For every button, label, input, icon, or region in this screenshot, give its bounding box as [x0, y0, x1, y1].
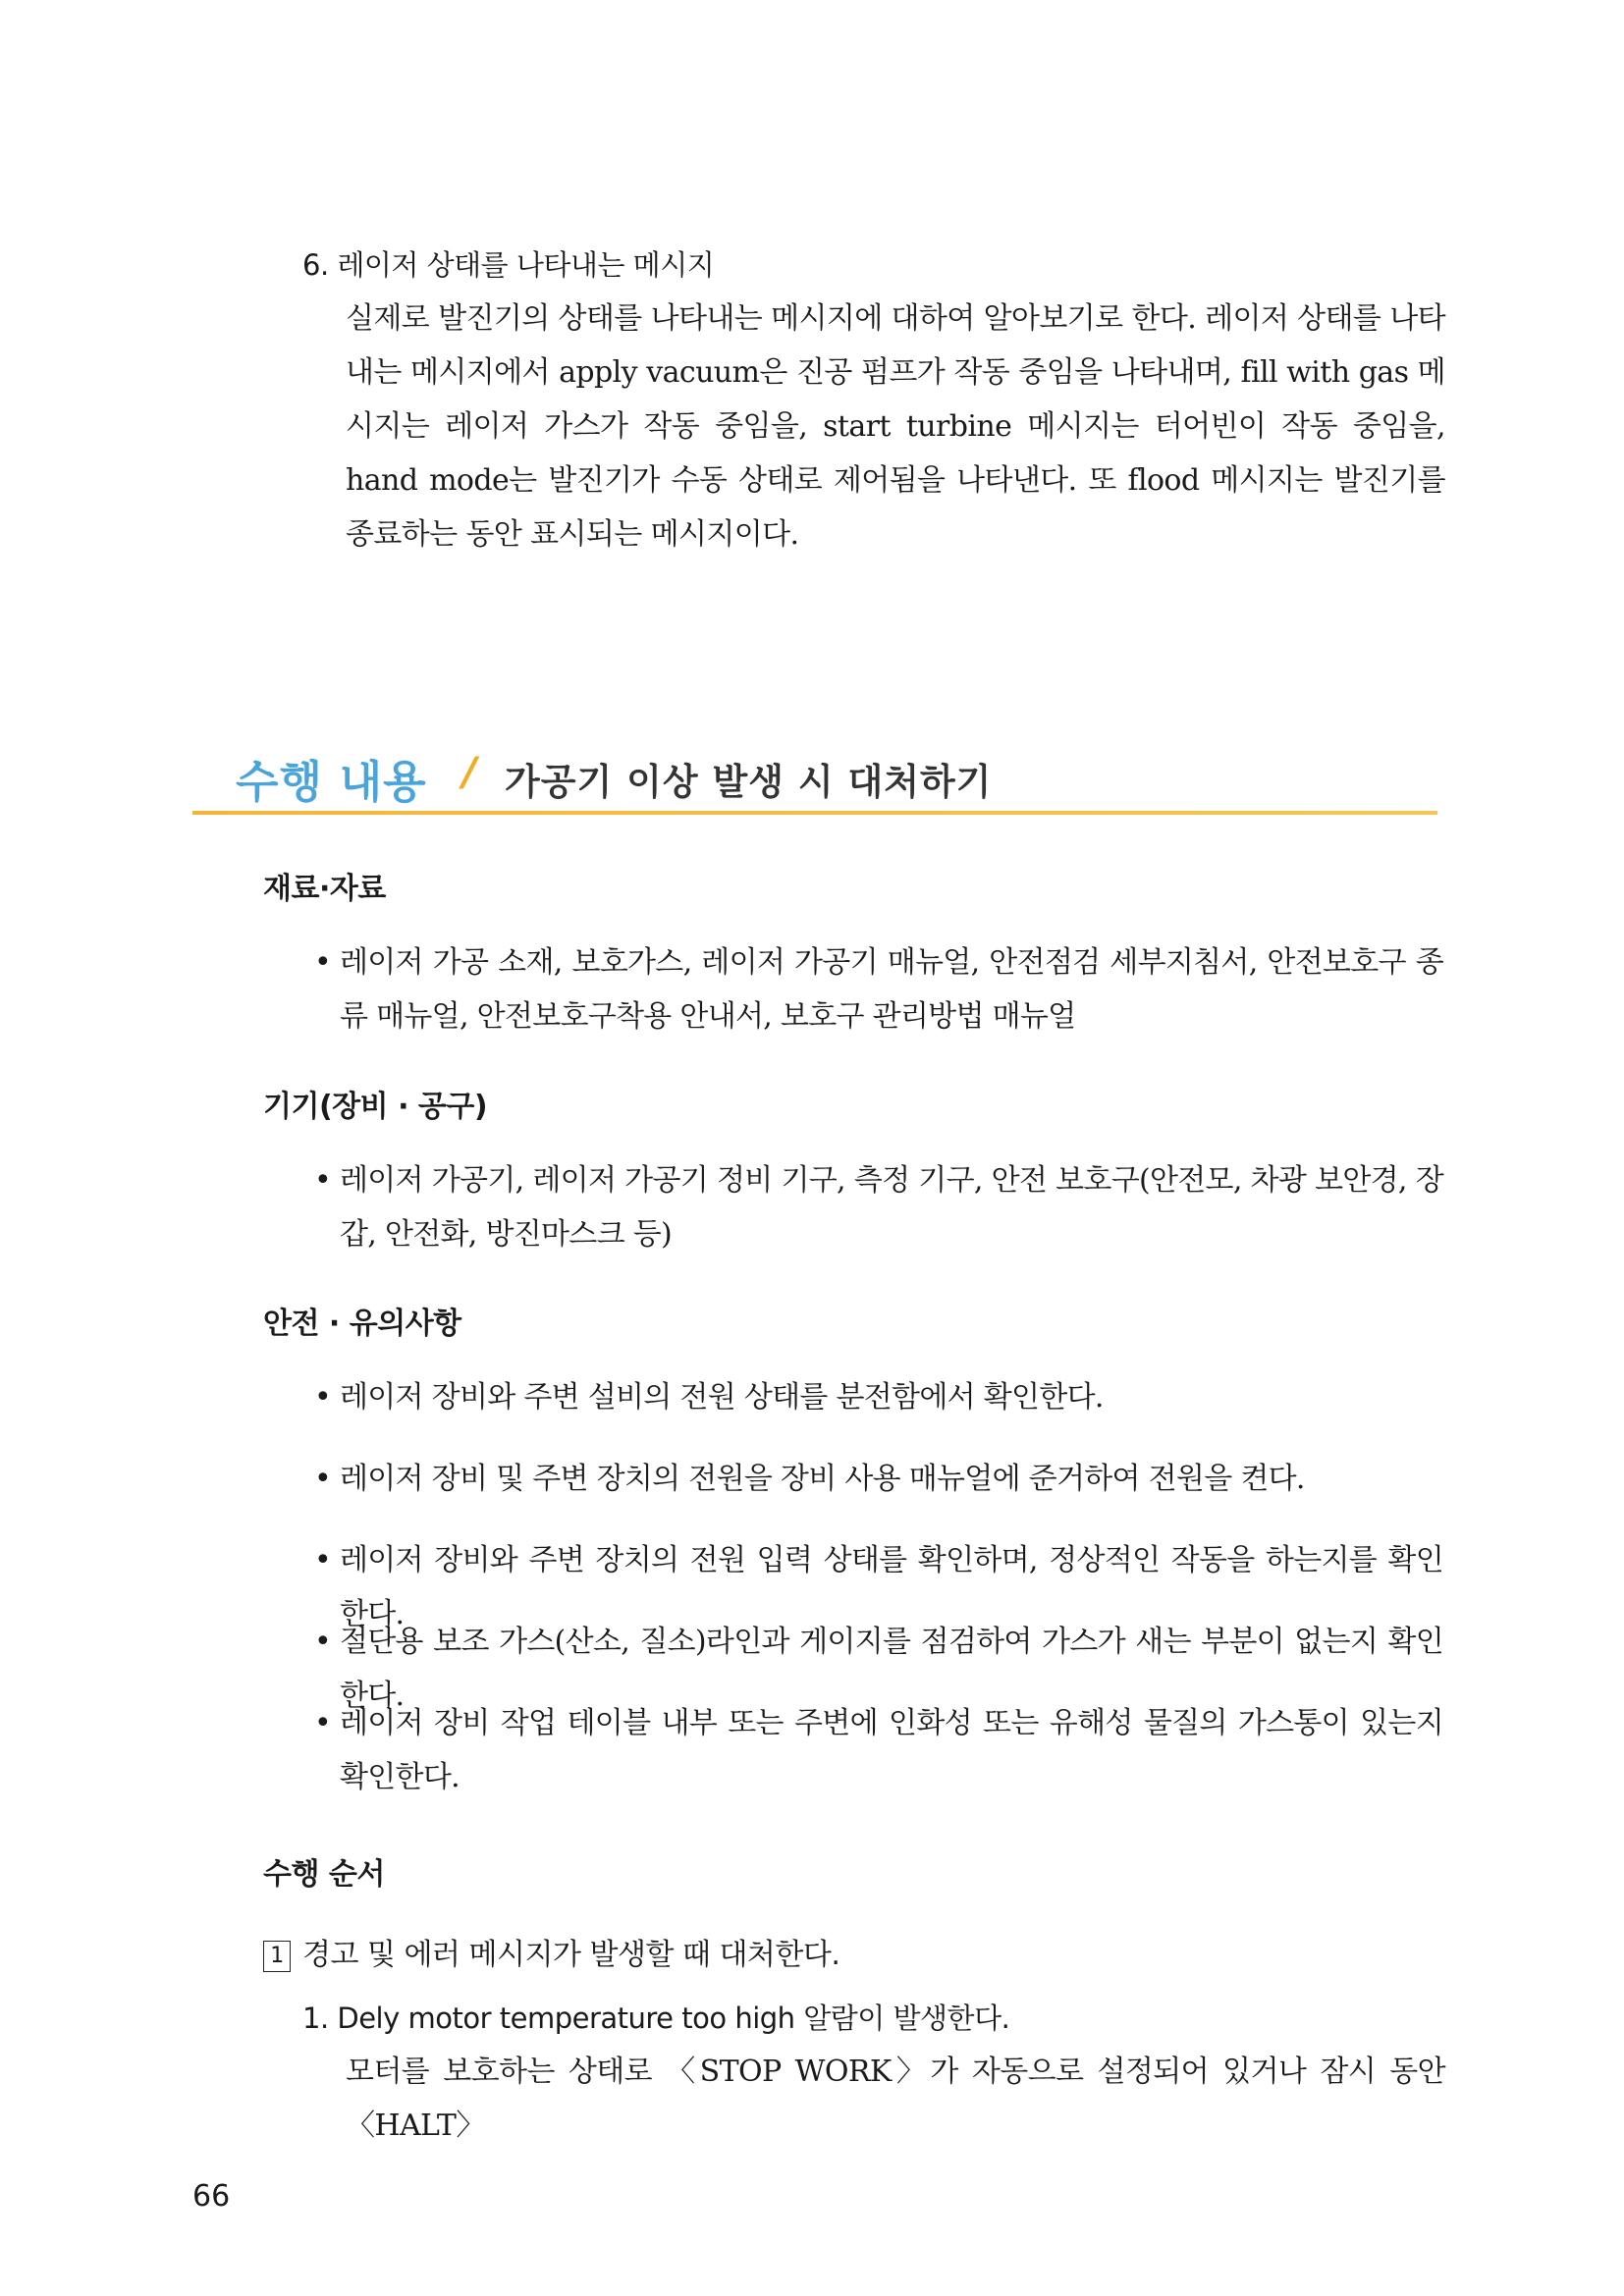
bullet-text: 레이저 장비와 주변 장치의 전원 입력 상태를 확인하며, 정상적인 작동을 하는지를 확인한다.	[340, 1543, 1443, 1631]
bullet-text: 레이저 장비와 주변 설비의 전원 상태를 분전함에서 확인한다.	[340, 1380, 1104, 1415]
procedure-step	[263, 1930, 839, 1973]
bullet-dot: •	[314, 1706, 331, 1740]
bullet-text: 레이저 장비 작업 테이블 내부 또는 주변에 인화성 또는 유해성 물질의 가스통이 있는지 확인한다.	[340, 1706, 1443, 1794]
bullet-dot: •	[314, 1625, 331, 1659]
section-header-slash: /	[462, 750, 477, 795]
safety-label: 안전 · 유의사항	[263, 1307, 461, 1341]
bullet-text: 레이저 장비 및 주변 장치의 전원을 장비 사용 매뉴얼에 준거하여 전원을 켠다.	[340, 1462, 1305, 1496]
bullet-dot: •	[314, 945, 331, 980]
equipment-bullet	[314, 1153, 1443, 1261]
bullet-dot: •	[314, 1462, 331, 1496]
safety-bullet	[314, 1696, 1443, 1804]
step-number-box: 1	[263, 1941, 291, 1972]
materials-bullet	[314, 935, 1443, 1043]
page-number: 66	[192, 2179, 231, 2214]
section-header	[192, 742, 1437, 817]
procedure-item-title: 1. Dely motor temperature too high 알람이 발생한다.	[302, 2002, 1010, 2035]
bullet-dot: •	[314, 1543, 331, 1577]
equipment-label: 기기(장비 · 공구)	[263, 1090, 488, 1124]
procedure-label: 수행 순서	[263, 1857, 385, 1892]
safety-bullet	[314, 1452, 1443, 1506]
bullet-text: 레이저 가공 소재, 보호가스, 레이저 가공기 매뉴얼, 안전점검 세부지침서, 안전보호구 종류 매뉴얼, 안전보호구착용 안내서, 보호구 관리방법 매뉴얼	[340, 945, 1443, 1034]
section-header-left: 수행 내용	[236, 756, 427, 808]
safety-bullet	[314, 1370, 1443, 1424]
section-header-rule	[192, 811, 1437, 815]
sub-heading: 6. 레이저 상태를 나타내는 메시지	[302, 248, 715, 282]
intro-paragraph: 실제로 발진기의 상태를 나타내는 메시지에 대하여 알아보기로 한다. 레이저 상태를 나타내는 메시지에서 apply vacuum은 진공 펌프가 작동 중임을 나타내며, fill with gas 메시지는 레이저 가스가 작동 중임을, start turbine 메시지는 터어빈이 작동 중임을, hand mode는 발진기가 수동 상태로 제어됨을 나타낸다. 또 flood 메시지는 발진기를 종료하는 동안 표시되는 메시지이다.	[346, 301, 1445, 552]
bullet-dot: •	[314, 1380, 331, 1415]
bullet-text: 레이저 가공기, 레이저 가공기 정비 기구, 측정 기구, 안전 보호구(안전모, 차광 보안경, 장갑, 안전화, 방진마스크 등)	[340, 1163, 1443, 1252]
bullet-dot: •	[314, 1163, 331, 1198]
bullet-text: 절단용 보조 가스(산소, 질소)라인과 게이지를 점검하여 가스가 새는 부분이 없는지 확인한다.	[340, 1625, 1443, 1713]
procedure-item-text: 모터를 보호하는 상태로 〈STOP WORK〉가 자동으로 설정되어 있거나 잠시 동안 〈HALT〉	[346, 2055, 1445, 2143]
step-title: 경고 및 에러 메시지가 발생할 때 대처한다.	[302, 1938, 840, 1972]
section-header-right: 가공기 이상 발생 시 대처하기	[505, 761, 993, 803]
materials-label: 재료·자료	[263, 872, 386, 906]
